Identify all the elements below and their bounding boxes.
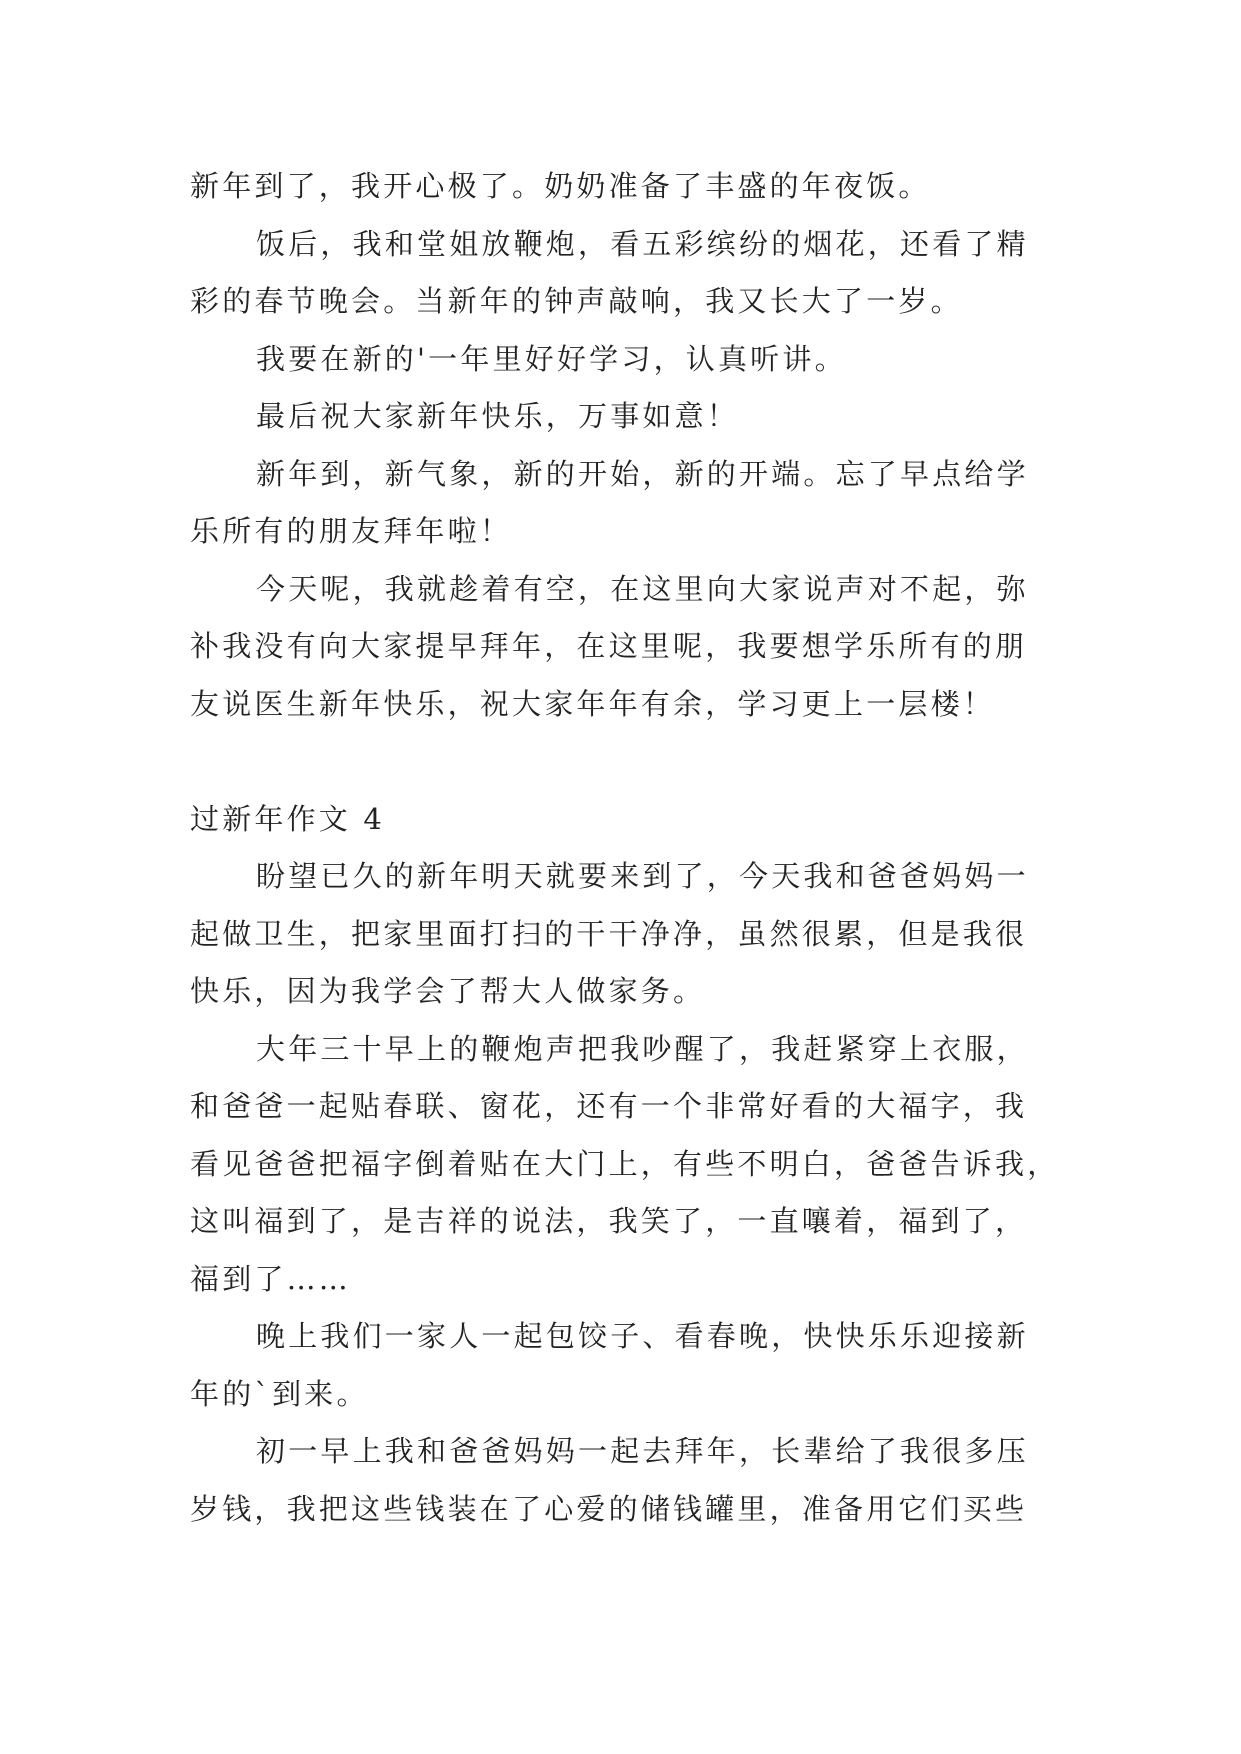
paragraph-line: 今天呢，我就趁着有空，在这里向大家说声对不起，弥 (256, 571, 1029, 606)
paragraph-line: 初一早上我和爸爸妈妈一起去拜年，长辈给了我很多压 (256, 1434, 1029, 1468)
paragraph-line: 补我没有向大家提早拜年，在这里呢，我要想学乐所有的朋 (190, 629, 1028, 663)
paragraph-line: 大年三十早上的鞭炮声把我吵醒了，我赶紧穿上衣服， (256, 1031, 1029, 1066)
section-title: 过新年作文 4 (190, 801, 386, 836)
paragraph-line: 我要在新的'一年里好好学习，认真听讲。 (256, 341, 847, 376)
section-gap (190, 733, 1060, 791)
paragraph-line: 起做卫生，把家里面打扫的干干净净，虽然很累，但是我很 (190, 916, 1028, 951)
paragraph-line: 年的`到来。 (190, 1376, 369, 1411)
paragraph-line: 岁钱，我把这些钱装在了心爱的储钱罐里，准备用它们买些 (190, 1491, 1028, 1526)
paragraph-line: 这叫福到了，是吉祥的说法，我笑了，一直嚷着，福到了， (190, 1204, 1028, 1238)
paragraph-line: 乐所有的朋友拜年啦！ (190, 514, 513, 548)
paragraph-line: 福到了…… (190, 1261, 352, 1296)
paragraph-line: 彩的春节晚会。当新年的钟声敲响，我又长大了一岁。 (190, 284, 963, 318)
paragraph-line: 友说医生新年快乐，祝大家年年有余，学习更上一层楼！ (190, 686, 996, 721)
paragraph-line: 新年到了，我开心极了。奶奶准备了丰盛的年夜饭。 (190, 169, 931, 203)
paragraph-line: 晚上我们一家人一起包饺子、看春晚，快快乐乐迎接新 (256, 1319, 1029, 1353)
paragraph-line: 最后祝大家新年快乐，万事如意！ (256, 399, 740, 433)
paragraph-line: 盼望已久的新年明天就要来到了，今天我和爸爸妈妈一 (256, 859, 1029, 893)
paragraph-line: 快乐，因为我学会了帮大人做家务。 (190, 974, 706, 1008)
paragraph-line: 新年到，新气象，新的开始，新的开端。忘了早点给学 (256, 456, 1029, 491)
document-body (190, 158, 1060, 1538)
paragraph-line: 饭后，我和堂姐放鞭炮，看五彩缤纷的烟花，还看了精 (256, 226, 1029, 261)
paragraph-line: 看见爸爸把福字倒着贴在大门上，有些不明白，爸爸告诉我， (190, 1146, 1060, 1181)
paragraph-line: 和爸爸一起贴春联、窗花，还有一个非常好看的大福字，我 (190, 1089, 1028, 1123)
